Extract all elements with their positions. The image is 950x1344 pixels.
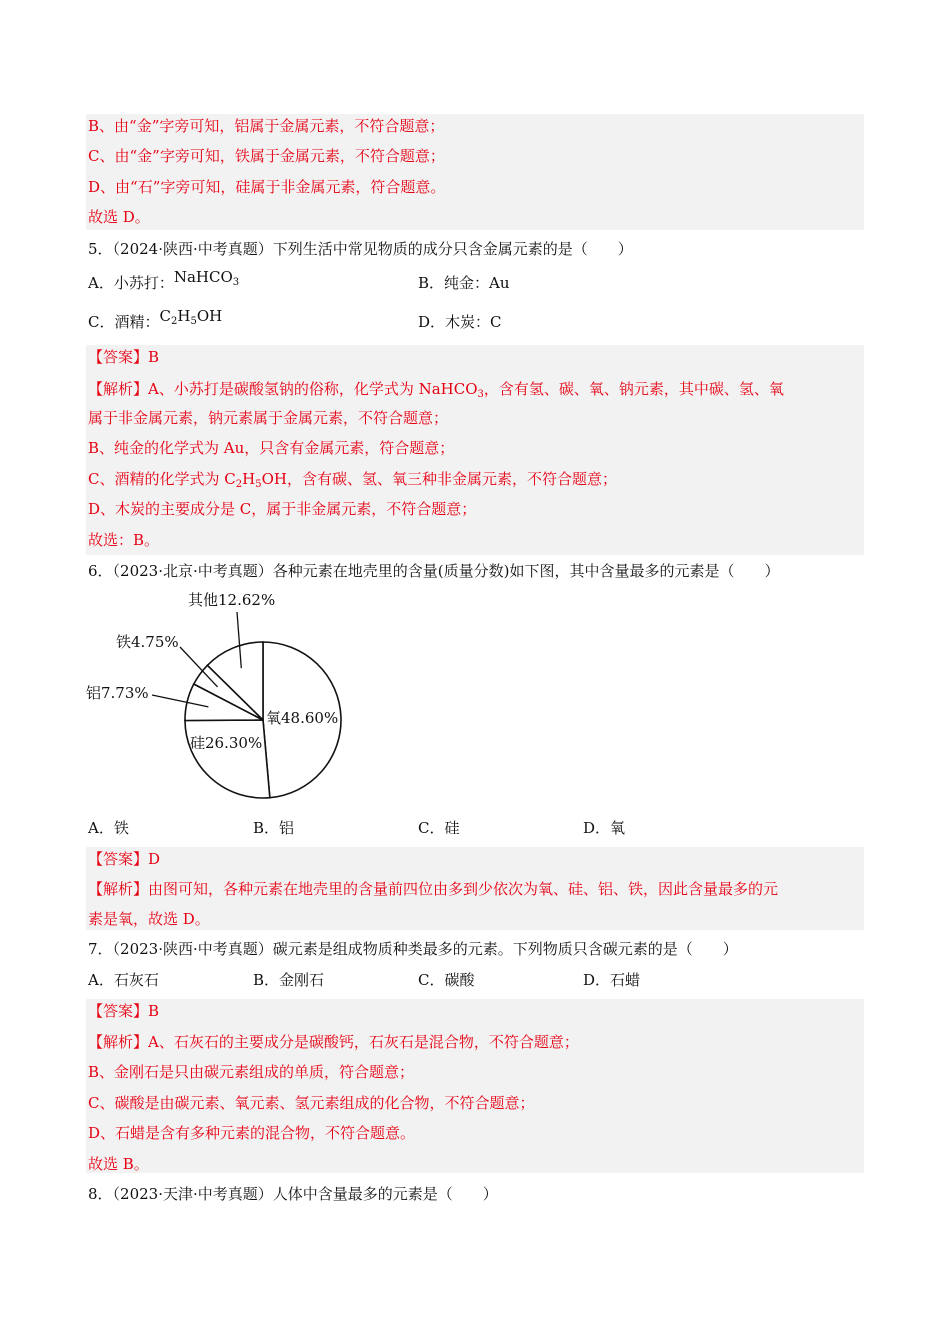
pie-slice-硅	[185, 720, 270, 798]
q5-exp-4a: C、酒精的化学式为 C	[88, 470, 236, 488]
q7-exp-3: C、碳酸是由碳元素、氧元素、氢元素组成的化合物，不符合题意；	[88, 1094, 535, 1112]
q5-answer: 【答案】B	[88, 348, 160, 366]
q7-answer: 【答案】B	[88, 1002, 160, 1020]
q6-exp-1: 【解析】由图可知，各种元素在地壳里的含量前四位由多到少依次为氧、硅、铝、铁，因此含量最多的元	[88, 880, 779, 898]
q5-option-a-sub: 3	[232, 277, 240, 288]
q8-stem: 8．（2023·天津·中考真题）人体中含量最多的元素是（ ）	[88, 1185, 498, 1203]
q5-exp-2: 属于非金属元素，钠元素属于金属元素，不符合题意；	[88, 409, 449, 427]
q4-exp-d: D、由“石”字旁可知，硅属于非金属元素，符合题意。	[88, 178, 446, 196]
q6-option-b: B．铝	[253, 819, 295, 837]
q4-final: 故选 D。	[88, 208, 150, 226]
pie-label-oxygen: 氧48.60%	[266, 709, 339, 727]
q6-option-a: A．铁	[88, 819, 129, 837]
pie-label-other: 其他12.62%	[188, 591, 276, 609]
q5-option-a-label: A．小苏打：	[88, 274, 174, 292]
q6-option-d: D．氧	[583, 819, 626, 837]
q7-option-c: C．碳酸	[418, 971, 475, 989]
q5-option-d: D．木炭：C	[418, 313, 502, 331]
q7-option-b: B．金刚石	[253, 971, 325, 989]
q5-exp-4c: OH，含有碳、氢、氧三种非金属元素，不符合题意；	[261, 470, 617, 488]
pie-label-iron: 铁4.75%	[116, 633, 179, 651]
q7-option-d: D．石蜡	[583, 971, 641, 989]
q5-option-c-f4: 5	[190, 316, 197, 327]
q5-option-c-label: C．酒精：	[88, 313, 160, 331]
q5-exp-4b: H	[242, 470, 256, 488]
q7-explanation-box	[86, 999, 864, 1173]
q4-exp-c: C、由“金”字旁可知，铁属于金属元素，不符合题意；	[88, 147, 445, 165]
q5-stem: 5．（2024·陕西·中考真题）下列生活中常见物质的成分只含金属元素的是（ ）	[88, 240, 633, 258]
q5-final: 故选：B。	[88, 531, 160, 549]
q7-exp-2: B、金刚石是只由碳元素组成的单质，符合题意；	[88, 1063, 415, 1081]
q5-exp-1a: 【解析】A、小苏打是碳酸氢钠的俗称，化学式为 NaHCO	[88, 380, 478, 398]
q6-option-c: C．硅	[418, 819, 460, 837]
q5-option-b: B．纯金：Au	[418, 274, 510, 292]
q7-stem: 7．（2023·陕西·中考真题）碳元素是组成物质种类最多的元素。下列物质只含碳元素的是（ ）	[88, 940, 738, 958]
q5-exp-5: D、木炭的主要成分是 C，属于非金属元素，不符合题意；	[88, 500, 477, 518]
q7-final: 故选 B。	[88, 1155, 149, 1173]
pie-label-aluminum: 铝7.73%	[86, 684, 149, 702]
q5-option-c-f5: OH	[196, 307, 223, 325]
q5-exp-1b: ，含有氢、碳、氧、钠元素，其中碳、氢、氧	[483, 380, 784, 398]
q7-exp-1: 【解析】A、石灰石的主要成分是碳酸钙，石灰石是混合物，不符合题意；	[88, 1033, 579, 1051]
q6-answer: 【答案】D	[88, 850, 161, 868]
q5-option-c-f1: C	[159, 307, 171, 325]
q5-option-a-formula: NaHCO	[173, 268, 233, 286]
q5-exp-4s1: 2	[235, 479, 243, 490]
q5-exp-3: B、纯金的化学式为 Au，只含有金属元素，符合题意；	[88, 439, 455, 457]
q5-option-c-f3: H	[177, 307, 191, 325]
q6-exp-2: 素是氧，故选 D。	[88, 910, 210, 928]
q4-exp-b: B、由“金”字旁可知，铝属于金属元素，不符合题意；	[88, 117, 445, 135]
q5-option-c-f2: 2	[170, 316, 178, 327]
q5-exp-4s2: 5	[255, 479, 262, 490]
q5-exp-1sub: 3	[477, 389, 484, 400]
pie-label-silicon: 硅26.30%	[190, 734, 263, 752]
q7-option-a: A．石灰石	[88, 971, 159, 989]
q7-exp-4: D、石蜡是含有多种元素的混合物，不符合题意。	[88, 1124, 416, 1142]
q6-stem: 6．（2023·北京·中考真题）各种元素在地壳里的含量(质量分数)如下图，其中含量最多的元素是（ ）	[88, 562, 780, 580]
